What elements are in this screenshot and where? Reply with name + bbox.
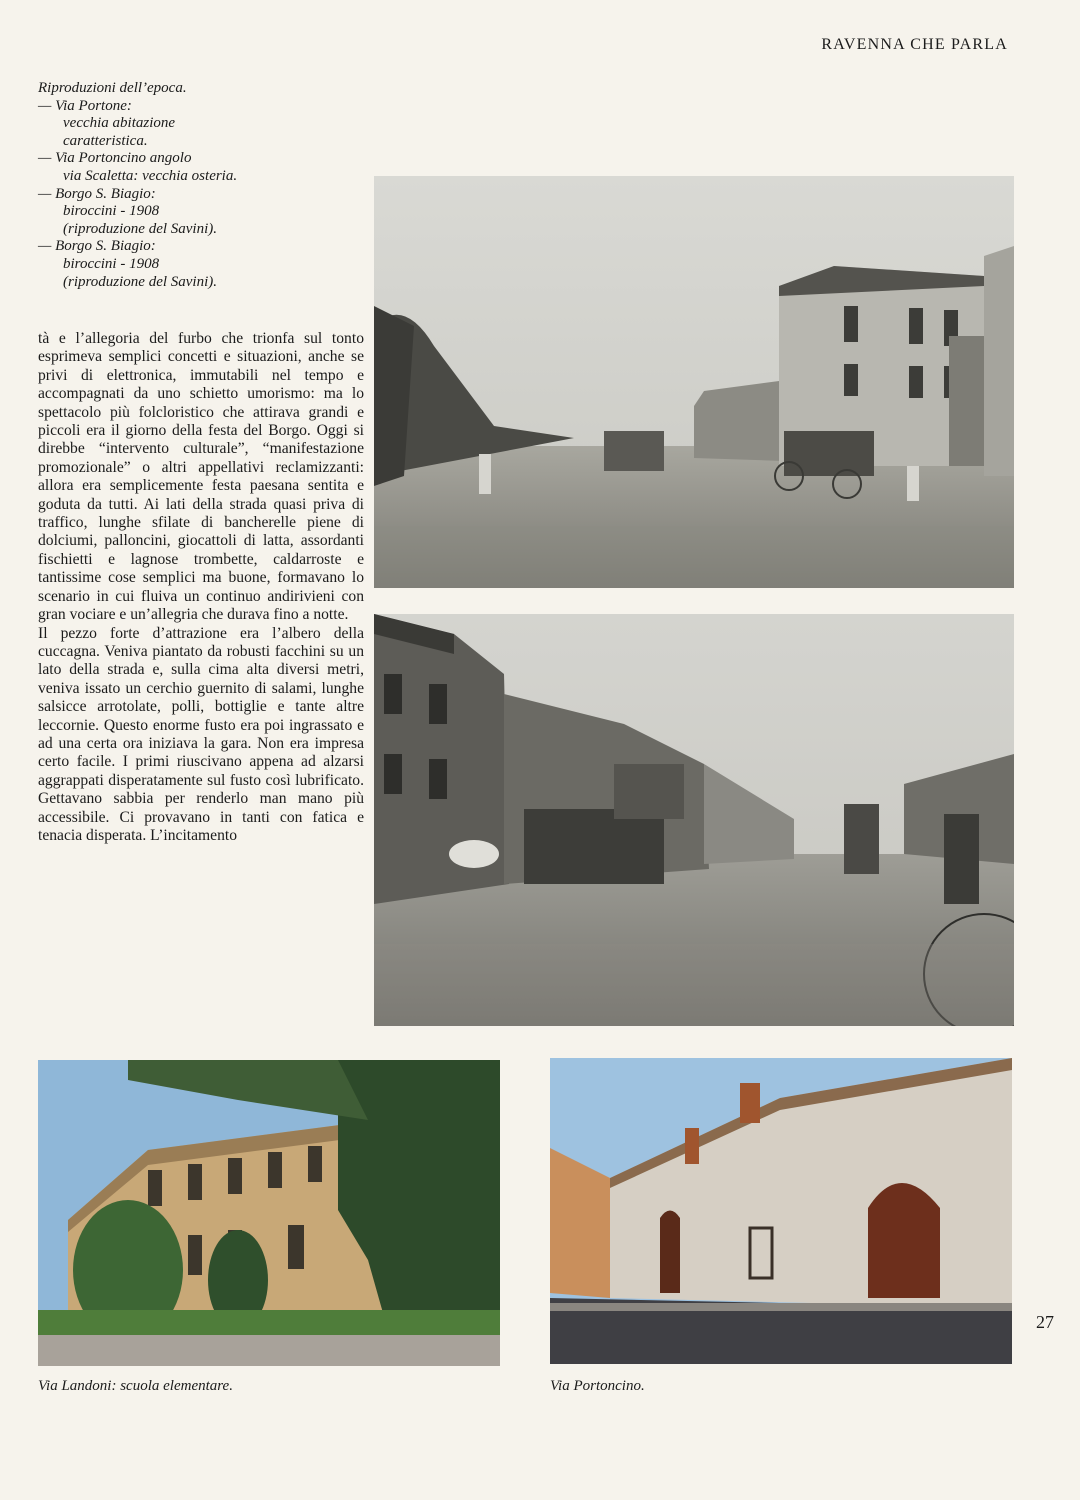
page-number: 27	[1036, 1312, 1054, 1332]
caption-line: biroccini - 1908	[63, 203, 160, 220]
photo-borgo-san-biagio	[374, 614, 1014, 1026]
running-header: RAVENNA CHE PARLA	[821, 36, 1008, 53]
photo-captions	[38, 80, 368, 291]
caption-line: Riproduzioni dell’epoca.	[38, 80, 187, 96]
photo-via-landoni-school	[38, 1060, 500, 1366]
caption-line: vecchia abitazione	[63, 115, 176, 132]
caption-line: biroccini - 1908	[63, 255, 160, 272]
caption-line: — Borgo S. Biagio:	[38, 238, 368, 256]
body-paragraph: tà e l’allegoria del furbo che trionfa sul tonto esprimeva semplici concetti e situazioni, anche se privi di elettronica, immutabili nel tempo e accompagnati da uno schietto umorismo: ma lo spettacolo più folcloristico che attirava grandi e piccoli era il giorno della festa del Borgo. Oggi si direbbe “intervento culturale”, “manifestazione promozionale” o altri appellativi reclamizzanti: allora era semplicemente festa paesana sentita e goduta da tutti. Ai lati della strada quasi priva di traffico, lunghe sfilate di bancherelle piene di dolciumi, palloncini, giocattoli di latta, assordanti fischietti e lagnose trombette, caldarroste e tantissime cose semplici ma buone, formavano lo scenario in cui fluiva un continuo andirivieni con gran vociare e un’allegria che durava fino a notte.	[38, 330, 364, 624]
photo-via-portoncino	[550, 1058, 1012, 1364]
caption-via-landoni: Via Landoni: scuola elementare.	[38, 1378, 233, 1394]
caption-line: via Scaletta: vecchia osteria.	[63, 167, 238, 184]
photo-via-portone	[374, 176, 1014, 588]
caption-via-portoncino: Via Portoncino.	[550, 1378, 645, 1394]
caption-line: (riproduzione del Savini).	[63, 220, 218, 237]
caption-line: — Via Portoncino angolo	[38, 150, 368, 168]
body-paragraph: Il pezzo forte d’attrazione era l’albero della cuccagna. Veniva piantato da robusti facchini su un lato della strada e, sulla cima alta diversi metri, veniva issato un cerchio guernito di salami, lunghe salsicce arrotolate, polli, bottiglie e tante altre leccornie. Questo enorme fusto era poi ingrassato e ad una certa ora iniziava la gara. Non era impresa certo facile. I primi riuscivano appena ad alzarsi aggrappati disperatamente sul fusto così lubrificato. Gettavano sabbia per renderlo man mano più accessibile. Ci provavano in tanti con fatica e tenacia disperata. L’incitamento	[38, 624, 364, 844]
article-body	[38, 330, 364, 845]
caption-line: (riproduzione del Savini).	[63, 273, 218, 290]
caption-line: caratteristica.	[63, 132, 148, 149]
caption-line: — Borgo S. Biagio:	[38, 186, 368, 204]
caption-line: — Via Portone:	[38, 98, 368, 116]
